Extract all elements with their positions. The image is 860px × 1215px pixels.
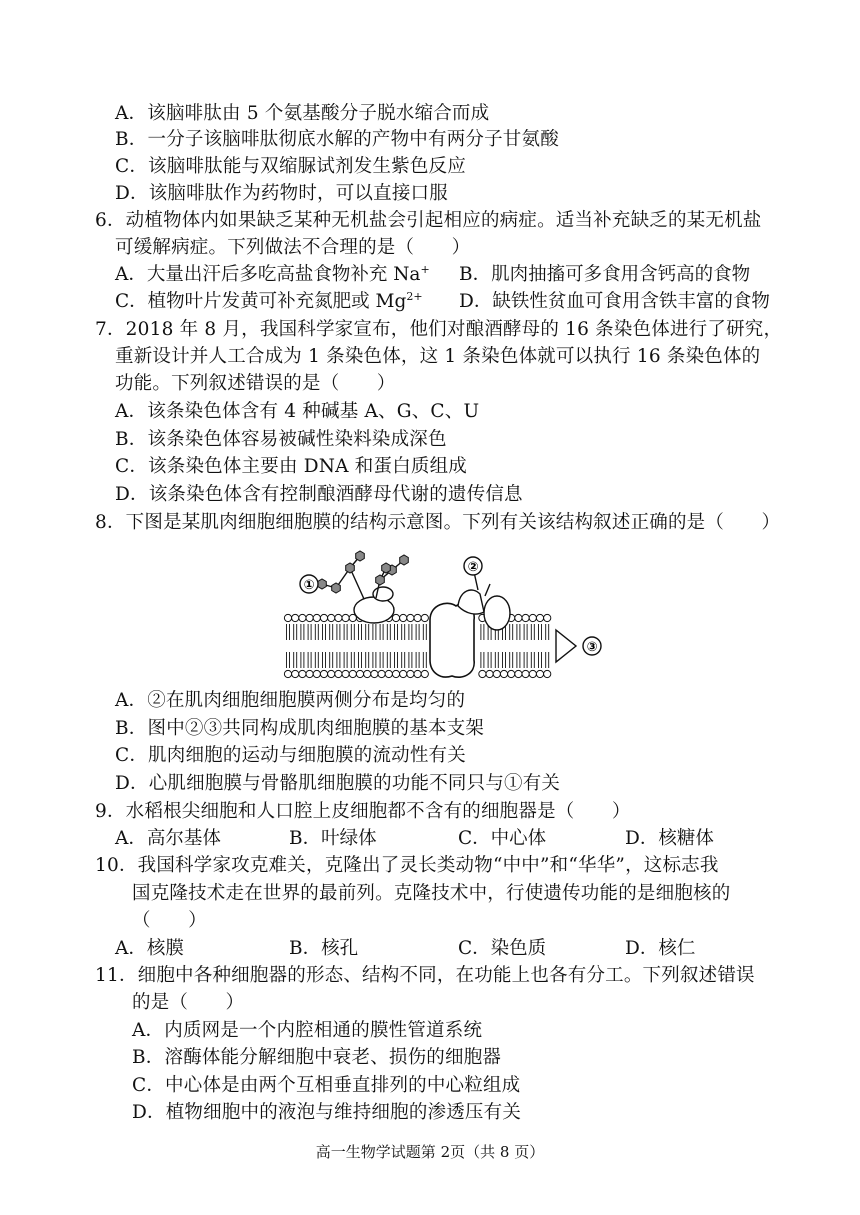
q7-option-b: B．该条染色体容易被碱性染料染成深色	[115, 429, 447, 450]
q7-stem-line3: 功能。下列叙述错误的是（ ）	[115, 373, 396, 394]
q5-option-c: C．该脑啡肽能与双缩脲试剂发生紫色反应	[115, 156, 466, 177]
label-2-marker	[464, 557, 482, 575]
label-3-marker	[556, 630, 601, 662]
q6-option-c: C．植物叶片发黄可补充氮肥或 $Mg^{2+}$	[115, 290, 423, 312]
q10-option-d: D．核仁	[625, 938, 696, 959]
q9-stem-line1: 9．水稻根尖细胞和人口腔上皮细胞都不含有的细胞器是（ ）	[95, 801, 631, 822]
sugar-unit	[318, 579, 327, 589]
q10-stem-line2: 国克隆技术走在世界的最前列。克隆技术中，行使遗传功能的是细胞核的	[132, 883, 731, 904]
svg-text:②: ②	[467, 560, 479, 575]
q7-option-c: C．该条染色体主要由 DNA 和蛋白质组成	[115, 456, 467, 477]
page-footer: 高一生物学试题第 2页（共 8 页）	[315, 1143, 545, 1161]
q7-option-d: D．该条染色体含有控制酿酒酵母代谢的遗传信息	[115, 484, 523, 505]
q6-option-b: B．肌肉抽搐可多食用含钙高的食物	[459, 264, 751, 285]
q6-stem-line2: 可缓解病症。下列做法不合理的是（ ）	[115, 237, 471, 258]
q8-option-a: A．②在肌肉细胞细胞膜两侧分布是均匀的	[115, 690, 466, 711]
q7-option-a: A．该条染色体含有 4 种碱基 A、G、C、U	[115, 401, 480, 422]
q5-option-a: A．该脑啡肽由 5 个氨基酸分子脱水缩合而成	[115, 103, 490, 124]
sugar-unit	[346, 563, 355, 573]
transmembrane-protein	[430, 603, 474, 677]
sugar-unit	[400, 555, 409, 565]
q8-option-b: B．图中②③共同构成肌肉细胞膜的基本支架	[115, 718, 485, 739]
q6-option-a: A．大量出汗后多吃高盐食物补充 Na+	[115, 263, 430, 285]
svg-text:③: ③	[586, 640, 598, 655]
sugar-unit	[332, 583, 341, 593]
sugar-unit	[356, 551, 365, 561]
q7-stem-line1: 7．2018 年 8 月，我国科学家宣布，他们对酿酒酵母的 16 条染色体进行了研究，	[95, 319, 783, 340]
svg-text:①: ①	[303, 578, 315, 593]
q9-option-b: B．叶绿体	[289, 828, 377, 849]
q10-stem-line3: （ ）	[132, 910, 207, 931]
q11-stem-line2: 的是（ ）	[132, 992, 245, 1013]
q11-option-c: C．中心体是由两个互相垂直排列的中心粒组成	[132, 1075, 521, 1096]
q11-option-a: A．内质网是一个内腔相通的膜性管道系统	[132, 1020, 483, 1041]
q8-stem-line1: 8．下图是某肌肉细胞细胞膜的结构示意图。下列有关该结构叙述正确的是（ ）	[95, 512, 781, 533]
q11-stem-line1: 11．细胞中各种细胞器的形态、结构不同，在功能上也各有分工。下列叙述错误	[95, 965, 755, 986]
q10-stem-line1: 10．我国科学家攻克难关，克隆出了灵长类动物“中中”和“华华”，这标志我	[95, 855, 719, 876]
q10-option-b: B．核孔	[289, 938, 359, 959]
q5-option-b: B．一分子该脑啡肽彻底水解的产物中有两分子甘氨酸	[115, 129, 559, 150]
q8-option-c: C．肌肉细胞的运动与细胞膜的流动性有关	[115, 745, 466, 766]
q11-option-d: D．植物细胞中的液泡与维持细胞的渗透压有关	[132, 1102, 522, 1123]
cell-membrane-diagram	[280, 548, 610, 696]
label-1-marker	[300, 575, 318, 593]
sugar-unit	[382, 563, 391, 573]
q5-option-d: D．该脑啡肽作为药物时，可以直接口服	[115, 183, 448, 204]
sugar-chain	[318, 551, 409, 593]
q6-stem-line1: 6．动植物体内如果缺乏某种无机盐会引起相应的病症。适当补充缺乏的某无机盐	[95, 210, 762, 231]
q6-option-d: D．缺铁性贫血可食用含铁丰富的食物	[459, 291, 770, 312]
q9-option-d: D．核糖体	[625, 828, 714, 849]
q10-option-a: A．核膜	[115, 938, 184, 959]
phospholipid-bilayer	[284, 614, 550, 677]
q9-option-a: A．高尔基体	[115, 828, 221, 849]
q8-option-d: D．心肌细胞膜与骨骼肌细胞膜的功能不同只与①有关	[115, 773, 561, 794]
sugar-unit	[376, 575, 385, 585]
q10-option-c: C．染色质	[458, 938, 547, 959]
q7-stem-line2: 重新设计并人工合成为 1 条染色体，这 1 条染色体就可以执行 16 条染色体的	[115, 346, 761, 367]
q9-option-c: C．中心体	[458, 828, 547, 849]
q11-option-b: B．溶酶体能分解细胞中衰老、损伤的细胞器	[132, 1047, 502, 1068]
